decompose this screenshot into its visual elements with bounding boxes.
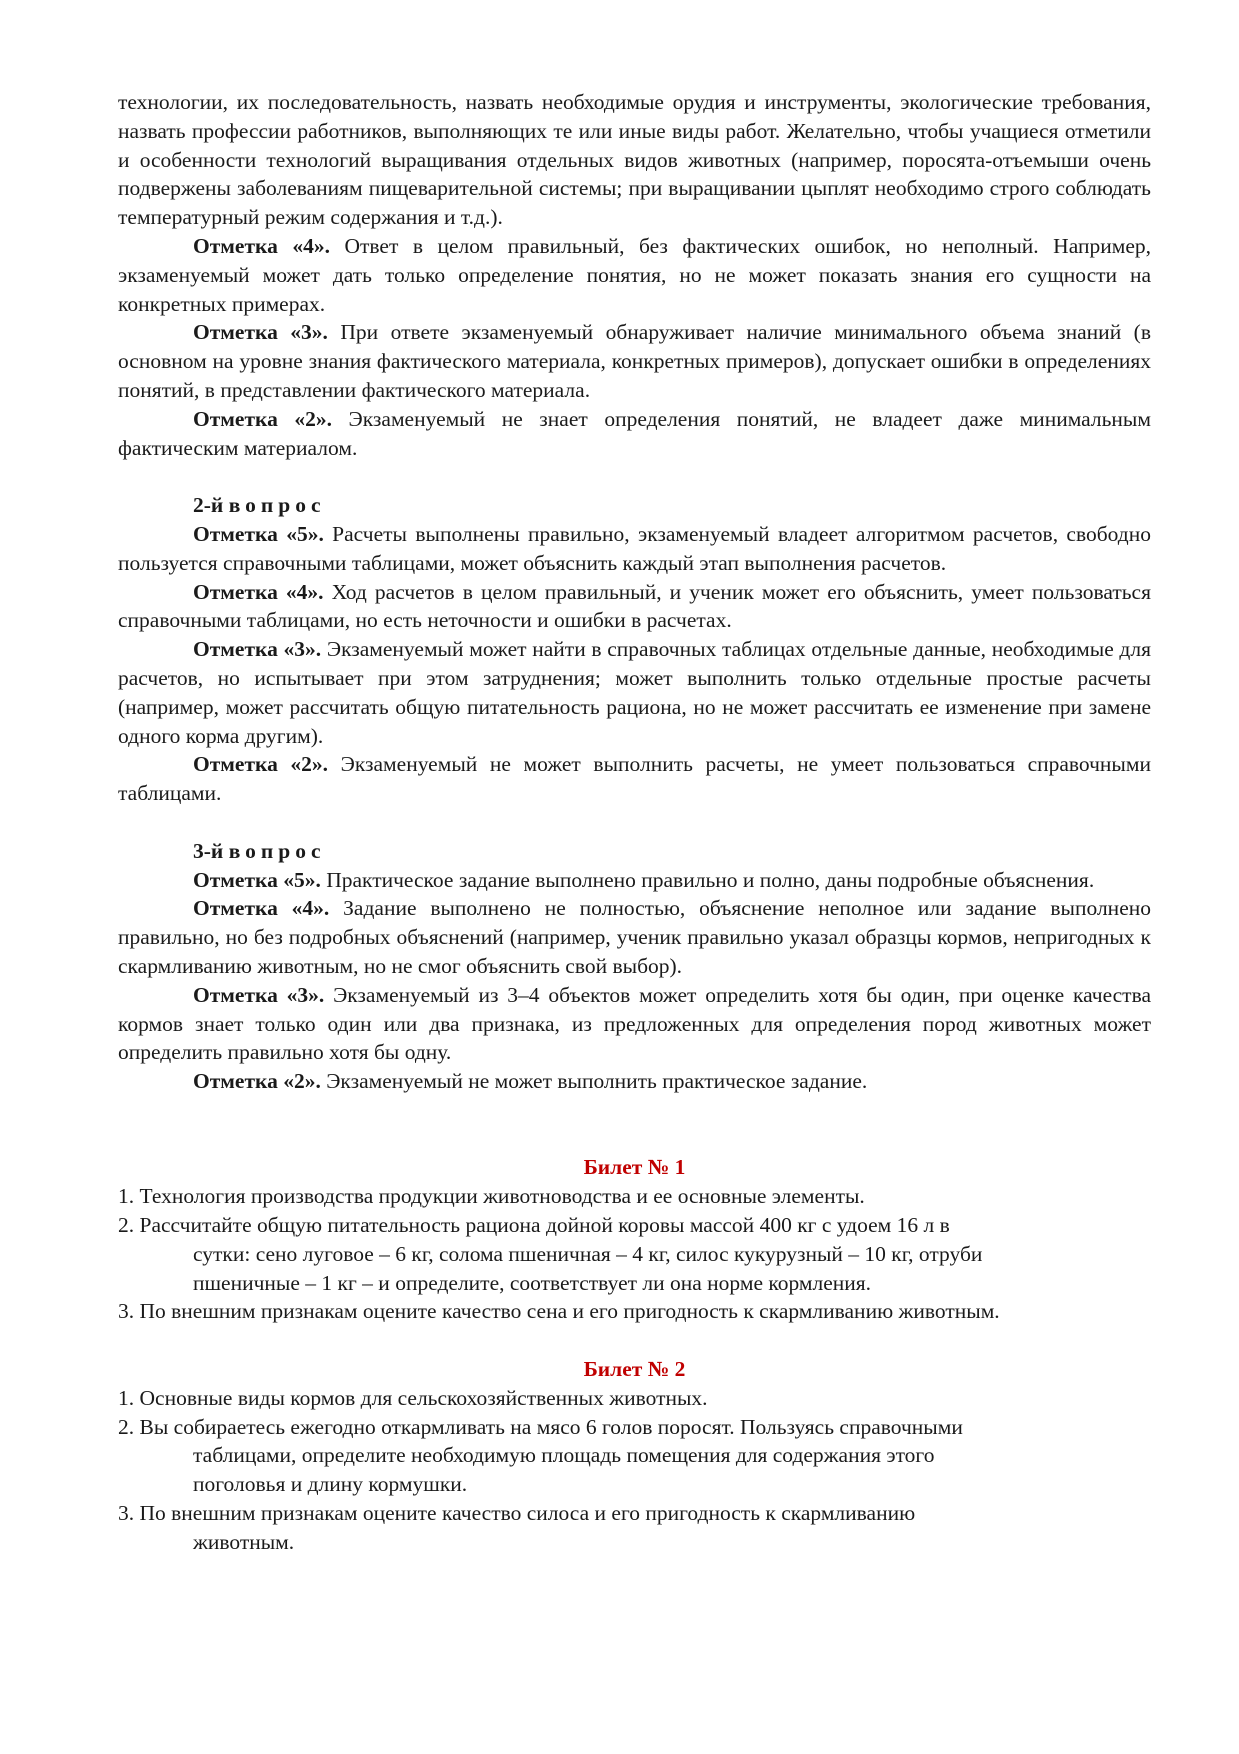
item-text: Вы собираетесь ежегодно откармливать на мясо 6 голов поросят. Пользуясь справочными — [139, 1414, 963, 1439]
item-continuation: таблицами, определите необходимую площадь помещения для содержания этого — [193, 1443, 935, 1468]
heading-word: вопрос — [228, 493, 326, 518]
ticket-2 — [118, 1355, 1151, 1557]
q2-heading — [118, 491, 1151, 520]
item-number: 3. — [118, 1501, 135, 1526]
grade-lead: Отметка «4». — [193, 579, 324, 604]
grade-lead: Отметка «4». — [193, 233, 330, 258]
grade-lead: Отметка «5». — [193, 867, 321, 892]
item-text: Основные виды кормов для сельскохозяйственных животных. — [139, 1385, 708, 1410]
item-text: Технология производства продукции животноводства и ее основные элементы. — [139, 1184, 865, 1209]
item-continuation: животным. — [193, 1529, 295, 1554]
intro-paragraph: технологии, их последовательность, назвать необходимые орудия и инструменты, экологические требования, назвать профессии работников, выполняющих те или иные виды работ. Желательно, чтобы учащиеся отметили и особенности технологий выращивания отдельных видов животных (например, поросята-отъемыши очень подвержены заболеваниям пищеварительной системы; при выращивании цыплят необходимо строго соблюдать температурный режим содержания и т.д.). — [118, 90, 1151, 230]
q1-grades — [118, 232, 1151, 462]
grade-text: Задание выполнено не полностью, объяснение неполное или задание выполнено правильно, но без подробных объяснений (например, ученик правильно указал образцы кормов, непригодных к скармливанию животным, но не смог объяснить свой выбор). — [118, 896, 1151, 978]
ticket-title: Билет № 1 — [583, 1155, 686, 1180]
spacer — [118, 1326, 1151, 1355]
grade-lead: Отметка «3». — [193, 637, 322, 662]
q2-grade-5 — [118, 520, 1151, 578]
grade-text: Ход расчетов в целом правильный, и ученик может его объяснить, умеет пользоваться справочными таблицами, но есть неточности и ошибки в расчетах. — [118, 579, 1151, 633]
heading-word: вопрос — [228, 838, 326, 863]
grade-lead: Отметка «3». — [193, 320, 328, 345]
q1-grade-4 — [118, 232, 1151, 318]
grade-text: Экзаменуемый из 3–4 объектов может определить хотя бы один, при оценке качества кормов знает только один или два признака, из предложенных для определения пород животных может определить правильно хотя бы одну. — [118, 982, 1151, 1065]
spacer — [118, 1096, 1151, 1125]
grade-lead: Отметка «2». — [193, 1069, 321, 1094]
ticket-1 — [118, 1153, 1151, 1326]
item-number: 2. — [118, 1414, 135, 1439]
list-item — [118, 1297, 1151, 1326]
grade-lead: Отметка «4». — [193, 896, 330, 921]
list-item — [118, 1211, 1151, 1297]
q3-grade-2 — [118, 1067, 1151, 1096]
grade-lead: Отметка «3». — [193, 982, 325, 1007]
q3-grade-5 — [118, 866, 1151, 895]
grade-lead: Отметка «2». — [193, 752, 329, 777]
q2-section — [118, 491, 1151, 808]
q3-heading — [118, 837, 1151, 866]
grade-text: Экзаменуемый не знает определения понятий, не владеет даже минимальным фактическим материалом. — [118, 406, 1151, 460]
q3-grade-4 — [118, 894, 1151, 980]
spacer — [118, 462, 1151, 491]
document-page — [118, 88, 1151, 1557]
list-item — [118, 1413, 1151, 1499]
item-continuation: пшеничные – 1 кг – и определите, соответствует ли она норме кормления. — [193, 1270, 872, 1295]
item-continuation: поголовья и длину кормушки. — [193, 1472, 468, 1497]
item-number: 3. — [118, 1299, 135, 1324]
grade-text: Экзаменуемый не может выполнить практическое задание. — [320, 1069, 868, 1094]
list-item — [118, 1182, 1151, 1211]
q1-grade-3 — [118, 318, 1151, 404]
item-text: По внешним признакам оцените качество сена и его пригодность к скармливанию животным. — [139, 1299, 1000, 1324]
item-number: 1. — [118, 1184, 135, 1209]
spacer — [118, 808, 1151, 837]
heading-prefix: 3-й — [193, 838, 224, 863]
q2-grade-3 — [118, 635, 1151, 750]
grade-lead: Отметка «5». — [193, 521, 324, 546]
item-number: 1. — [118, 1385, 135, 1410]
grade-lead: Отметка «2». — [193, 406, 333, 431]
ticket-2-list — [118, 1384, 1151, 1557]
grade-text: Экзаменуемый может найти в справочных таблицах отдельные данные, необходимые для расчетов, но испытывает при этом затруднения; может выполнить только отдельные простые расчеты (например, может рассчитать общую питательность рациона, но не может рассчитать ее изменение при замене одного корма другим). — [118, 637, 1151, 748]
grade-text: Экзаменуемый не может выполнить расчеты, не умеет пользоваться справочными таблицами. — [118, 752, 1151, 806]
grade-text: Практическое задание выполнено правильно и полно, даны подробные объяснения. — [320, 867, 1095, 892]
spacer — [118, 1125, 1151, 1154]
q3-section — [118, 837, 1151, 1096]
q1-grade-2 — [118, 405, 1151, 463]
item-continuation: сутки: сено луговое – 6 кг, солома пшеничная – 4 кг, силос кукурузный – 10 кг, отруби — [193, 1241, 983, 1266]
item-text: По внешним признакам оцените качество силоса и его пригодность к скармливанию — [139, 1501, 916, 1526]
ticket-1-list — [118, 1182, 1151, 1326]
q2-grade-2 — [118, 750, 1151, 808]
list-item — [118, 1499, 1151, 1557]
ticket-title: Билет № 2 — [583, 1357, 686, 1382]
item-number: 2. — [118, 1213, 135, 1238]
grade-text: Ответ в целом правильный, без фактических ошибок, но неполный. Например, экзаменуемый может дать только определение понятия, но не может показать знания его сущности на конкретных примерах. — [118, 233, 1151, 316]
q3-grade-3 — [118, 981, 1151, 1067]
item-text: Рассчитайте общую питательность рациона дойной коровы массой 400 кг с удоем 16 л в — [139, 1213, 950, 1238]
list-item — [118, 1384, 1151, 1413]
grade-text: Расчеты выполнены правильно, экзаменуемый владеет алгоритмом расчетов, свободно пользуется справочными таблицами, может объяснить каждый этап выполнения расчетов. — [118, 521, 1151, 575]
grade-text: При ответе экзаменуемый обнаруживает наличие минимального объема знаний (в основном на уровне знания фактического материала, конкретных примеров), допускает ошибки в определениях понятий, в представлении фактического материала. — [118, 320, 1151, 402]
q2-grade-4 — [118, 578, 1151, 636]
heading-prefix: 2-й — [193, 493, 224, 518]
